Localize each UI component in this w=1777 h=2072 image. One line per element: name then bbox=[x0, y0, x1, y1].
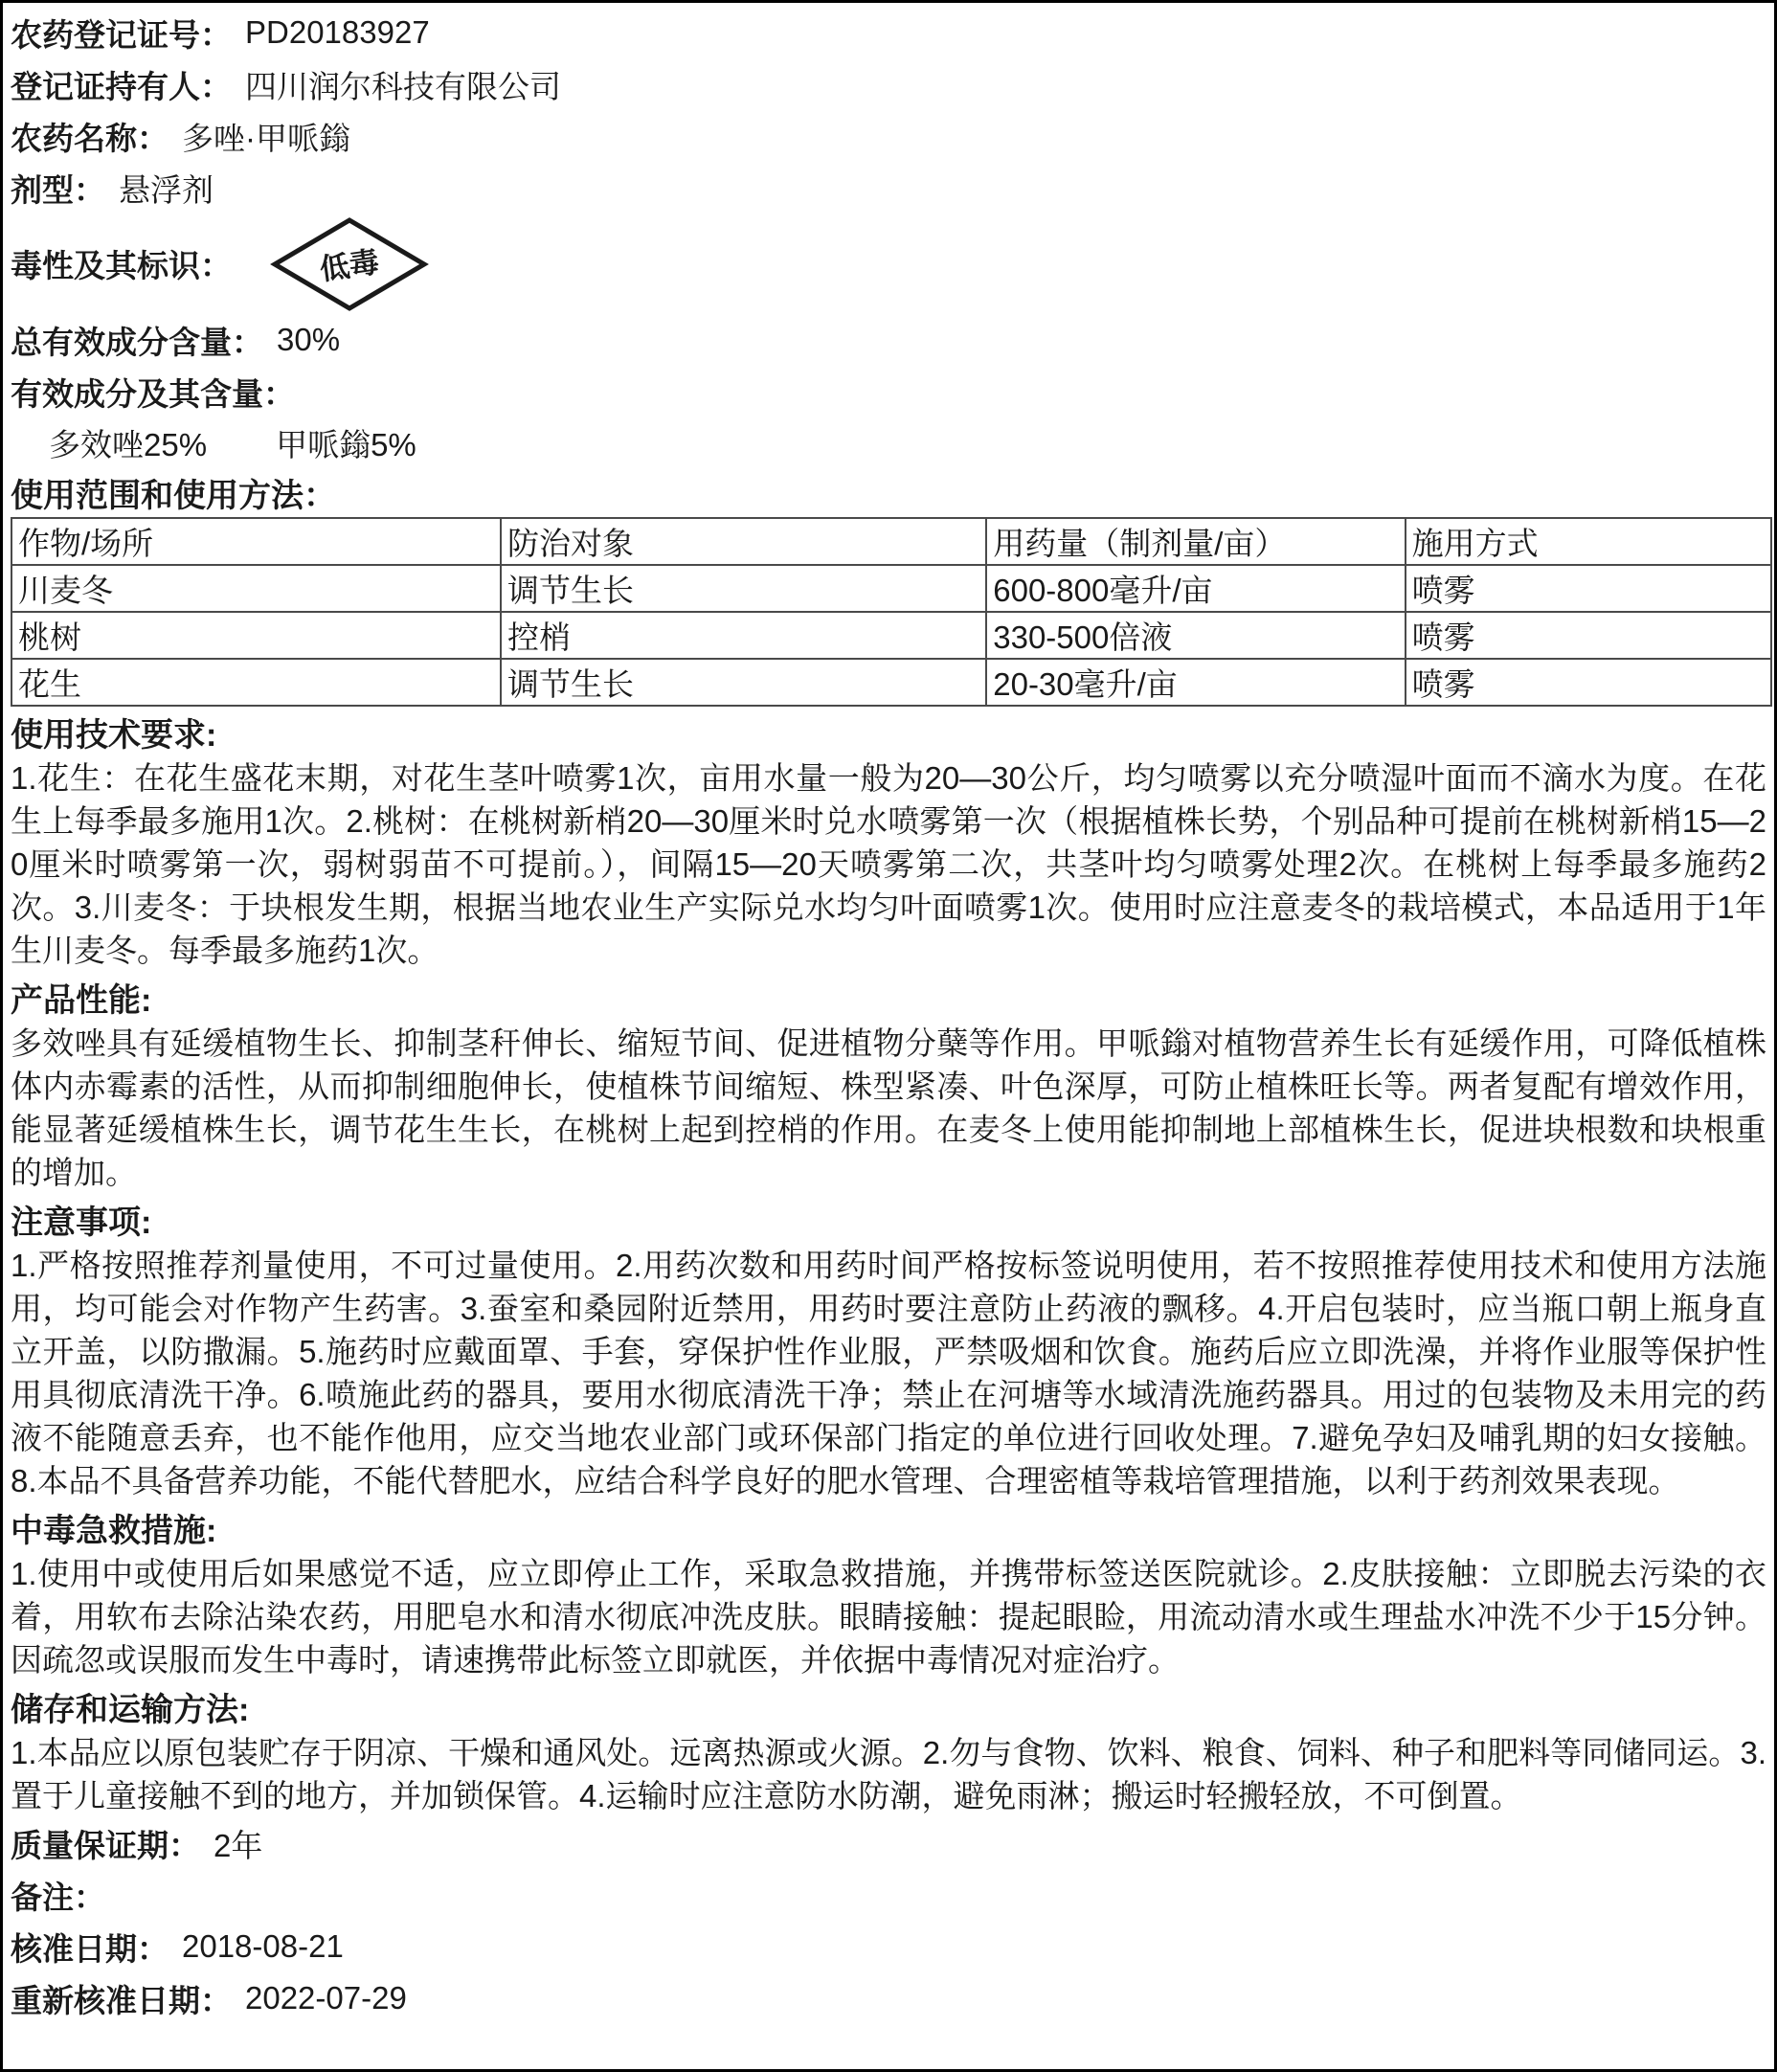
cell-target: 调节生长 bbox=[501, 659, 986, 706]
cell-dosage: 600-800毫升/亩 bbox=[986, 565, 1405, 612]
cell-dosage: 330-500倍液 bbox=[986, 612, 1405, 659]
field-approval-date bbox=[11, 1921, 1766, 1972]
section-storage-transport bbox=[11, 1681, 1766, 1817]
cell-crop: 桃树 bbox=[11, 612, 501, 659]
field-pesticide-name bbox=[11, 110, 1766, 162]
cell-dosage: 20-30毫升/亩 bbox=[986, 659, 1405, 706]
field-remarks bbox=[11, 1869, 1766, 1921]
field-total-active-content bbox=[11, 314, 1766, 366]
table-header-row bbox=[11, 518, 1771, 565]
quality-guarantee-value: 2年 bbox=[214, 1827, 263, 1863]
col-header-crop: 作物/场所 bbox=[11, 518, 501, 565]
field-formulation bbox=[11, 162, 1766, 214]
registration-number-value: PD20183927 bbox=[245, 14, 430, 50]
section-body: 1.本品应以原包装贮存于阴凉、干燥和通风处。远离热源或火源。2.勿与食物、饮料、粮食、饲料、种子和肥料等同储同运。3.置于儿童接触不到的地方，并加锁保管。4.运输时应注意防水防潮，避免雨淋；搬运时轻搬轻放，不可倒置。 bbox=[11, 1735, 1766, 1813]
cell-target: 控梢 bbox=[501, 612, 986, 659]
section-precautions bbox=[11, 1194, 1766, 1502]
total-active-content-label: 总有效成分含量： bbox=[11, 324, 263, 360]
cell-method: 喷雾 bbox=[1406, 659, 1771, 706]
col-header-dosage: 用药量（制剂量/亩） bbox=[986, 518, 1405, 565]
reapproval-date-label: 重新核准日期： bbox=[11, 1982, 232, 2018]
field-ingredients-heading bbox=[11, 366, 1766, 417]
low-toxicity-diamond-icon bbox=[270, 216, 429, 312]
pesticide-name-label: 农药名称： bbox=[11, 120, 169, 156]
section-poisoning-first-aid bbox=[11, 1502, 1766, 1681]
pesticide-name-value: 多唑·甲哌鎓 bbox=[182, 120, 350, 156]
cell-method: 喷雾 bbox=[1406, 612, 1771, 659]
reapproval-date-value: 2022-07-29 bbox=[245, 1980, 407, 2016]
section-body: 1.严格按照推荐剂量使用，不可过量使用。2.用药次数和用药时间严格按标签说明使用，若不按照推荐使用技术和使用方法施用，均可能会对作物产生药害。3.蚕室和桑园附近禁用，用药时要注意防止药液的飘移。4.开启包装时，应当瓶口朝上瓶身直立开盖，以防撒漏。5.施药时应戴面罩、手套，穿保护性作业服，严禁吸烟和饮食。施药后应立即洗澡，并将作业服等保护性用具彻底清洗干净。6.喷施此药的器具，要用水彻底清洗干净；禁止在河塘等水域清洗施药器具。用过的包装物及未用完的药液不能随意丢弃，也不能作他用，应交当地农业部门或环保部门指定的单位进行回收处理。7.避免孕妇及哺乳期的妇女接触。8.本品不具备营养功能，不能代替肥水，应结合科学良好的肥水管理、合理密植等栽培管理措施，以利于药剂效果表现。 bbox=[11, 1248, 1766, 1498]
section-heading: 产品性能: bbox=[11, 981, 152, 1019]
formulation-label: 剂型： bbox=[11, 171, 105, 208]
section-heading: 注意事项: bbox=[11, 1204, 152, 1241]
remarks-label: 备注： bbox=[11, 1879, 105, 1915]
formulation-value: 悬浮剂 bbox=[119, 171, 214, 208]
table-row bbox=[11, 659, 1771, 706]
field-reapproval-date bbox=[11, 1972, 1766, 2024]
col-header-target: 防治对象 bbox=[501, 518, 986, 565]
table-row bbox=[11, 565, 1771, 612]
approval-date-value: 2018-08-21 bbox=[182, 1928, 344, 1964]
ingredient-mepiquat-chloride: 甲哌鎓5% bbox=[276, 426, 416, 462]
quality-guarantee-label: 质量保证期： bbox=[11, 1827, 200, 1863]
section-product-performance bbox=[11, 972, 1766, 1194]
section-usage-technical-requirements bbox=[11, 707, 1766, 972]
registration-number-label: 农药登记证号： bbox=[11, 16, 232, 53]
cell-crop: 川麦冬 bbox=[11, 565, 501, 612]
certificate-holder-value: 四川润尔科技有限公司 bbox=[245, 68, 561, 104]
field-registration-number bbox=[11, 7, 1766, 58]
approval-date-label: 核准日期： bbox=[11, 1930, 169, 1967]
table-row bbox=[11, 612, 1771, 659]
cell-crop: 花生 bbox=[11, 659, 501, 706]
section-body: 1.花生：在花生盛花末期，对花生茎叶喷雾1次，亩用水量一般为20—30公斤，均匀喷雾以充分喷湿叶面而不滴水为度。在花生上每季最多施用1次。2.桃树：在桃树新梢20—30厘米时兑水喷雾第一次（根据植株长势，个别品种可提前在桃树新梢15—20厘米时喷雾第一次，弱树弱苗不可提前。），间隔15—20天喷雾第二次，共茎叶均匀喷雾处理2次。在桃树上每季最多施药2次。3.川麦冬：于块根发生期，根据当地农业生产实际兑水均匀叶面喷雾1次。使用时应注意麦冬的栽培模式，本品适用于1年生川麦冬。每季最多施药1次。 bbox=[11, 760, 1766, 968]
section-heading: 中毒急救措施: bbox=[11, 1512, 217, 1549]
section-heading: 储存和运输方法: bbox=[11, 1691, 250, 1728]
field-toxicity bbox=[11, 214, 1766, 314]
field-quality-guarantee bbox=[11, 1817, 1766, 1869]
ingredient-paclobutrazol: 多效唑25% bbox=[49, 426, 208, 462]
usage-table-title: 使用范围和使用方法： bbox=[11, 477, 336, 514]
cell-method: 喷雾 bbox=[1406, 565, 1771, 612]
toxicity-label: 毒性及其标识： bbox=[11, 248, 232, 283]
section-heading: 使用技术要求: bbox=[11, 716, 217, 754]
ingredients-label: 有效成分及其含量： bbox=[11, 375, 295, 412]
usage-scope-table bbox=[11, 517, 1772, 707]
total-active-content-value: 30% bbox=[277, 322, 341, 357]
cell-target: 调节生长 bbox=[501, 565, 986, 612]
section-body: 1.使用中或使用后如果感觉不适，应立即停止工作，采取急救措施，并携带标签送医院就诊。2.皮肤接触：立即脱去污染的衣着，用软布去除沾染农药，用肥皂水和清水彻底冲洗皮肤。眼睛接触：提起眼睑，用流动清水或生理盐水冲洗不少于15分钟。因疏忽或误服而发生中毒时，请速携带此标签立即就医，并依据中毒情况对症治疗。 bbox=[11, 1556, 1766, 1678]
ingredients-values-row bbox=[11, 417, 1766, 467]
col-header-method: 施用方式 bbox=[1406, 518, 1771, 565]
section-body: 多效唑具有延缓植物生长、抑制茎秆伸长、缩短节间、促进植物分蘖等作用。甲哌鎓对植物营养生长有延缓作用，可降低植株体内赤霉素的活性，从而抑制细胞伸长，使植株节间缩短、株型紧凑、叶色深厚，可防止植株旺长等。两者复配有增效作用，能显著延缓植株生长，调节花生生长，在桃树上起到控梢的作用。在麦冬上使用能抑制地上部植株生长，促进块根数和块根重的增加。 bbox=[11, 1025, 1766, 1190]
certificate-holder-label: 登记证持有人： bbox=[11, 68, 232, 104]
low-toxicity-badge-text: 低毒 bbox=[317, 244, 382, 286]
field-certificate-holder bbox=[11, 58, 1766, 110]
